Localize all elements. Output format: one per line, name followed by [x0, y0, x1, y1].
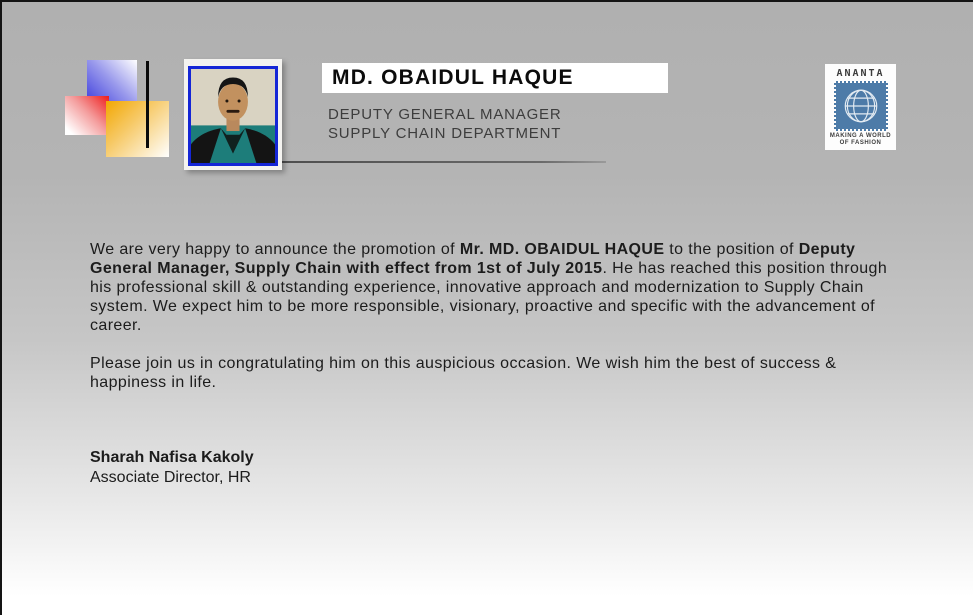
portrait-photo: [188, 66, 278, 166]
subtitle-line-department: SUPPLY CHAIN DEPARTMENT: [328, 125, 562, 142]
announcement-paragraph-1: We are very happy to announce the promotion of Mr. MD. OBAIDUL HAQUE to the position of Deputy General Manager, Supply Chain with effect from 1st of July 2015. He has reached this position through his professional skill & outstanding experience, innovative approach and modernization to Supply Chain system. We expect him to be more responsible, visionary, proactive and specific with the advancement of career.: [90, 241, 888, 334]
signature-block: [90, 448, 254, 488]
logo-tagline-line2: OF FASHION: [839, 140, 882, 146]
portrait-illustration: [191, 69, 275, 163]
subtitle: [328, 105, 561, 143]
subtitle-line-designation: DEPUTY GENERAL MANAGER: [328, 106, 562, 123]
header-divider: [282, 161, 606, 163]
company-logo: [825, 64, 896, 150]
decor-square-orange: [106, 101, 169, 157]
announcement-body: [90, 240, 892, 392]
signature-title: Associate Director, HR: [90, 469, 251, 486]
logo-brand-text: ANANTA: [836, 68, 885, 79]
title-banner: [322, 63, 668, 93]
page-title: MD. OBAIDUL HAQUE: [332, 66, 574, 89]
decor-square-red: [65, 96, 109, 135]
logo-tagline: [830, 133, 891, 147]
logo-tagline-line1: MAKING A WORLD: [829, 133, 892, 139]
signature-name: Sharah Nafisa Kakoly: [90, 449, 254, 466]
decor-vertical-line: [146, 61, 149, 148]
globe-icon: [839, 85, 883, 127]
photo-card: [184, 59, 282, 170]
announcement-paragraph-2: Please join us in congratulating him on this auspicious occasion. We wish him the best of success & happiness in life.: [90, 355, 837, 391]
stamp-globe-icon: [834, 81, 888, 131]
